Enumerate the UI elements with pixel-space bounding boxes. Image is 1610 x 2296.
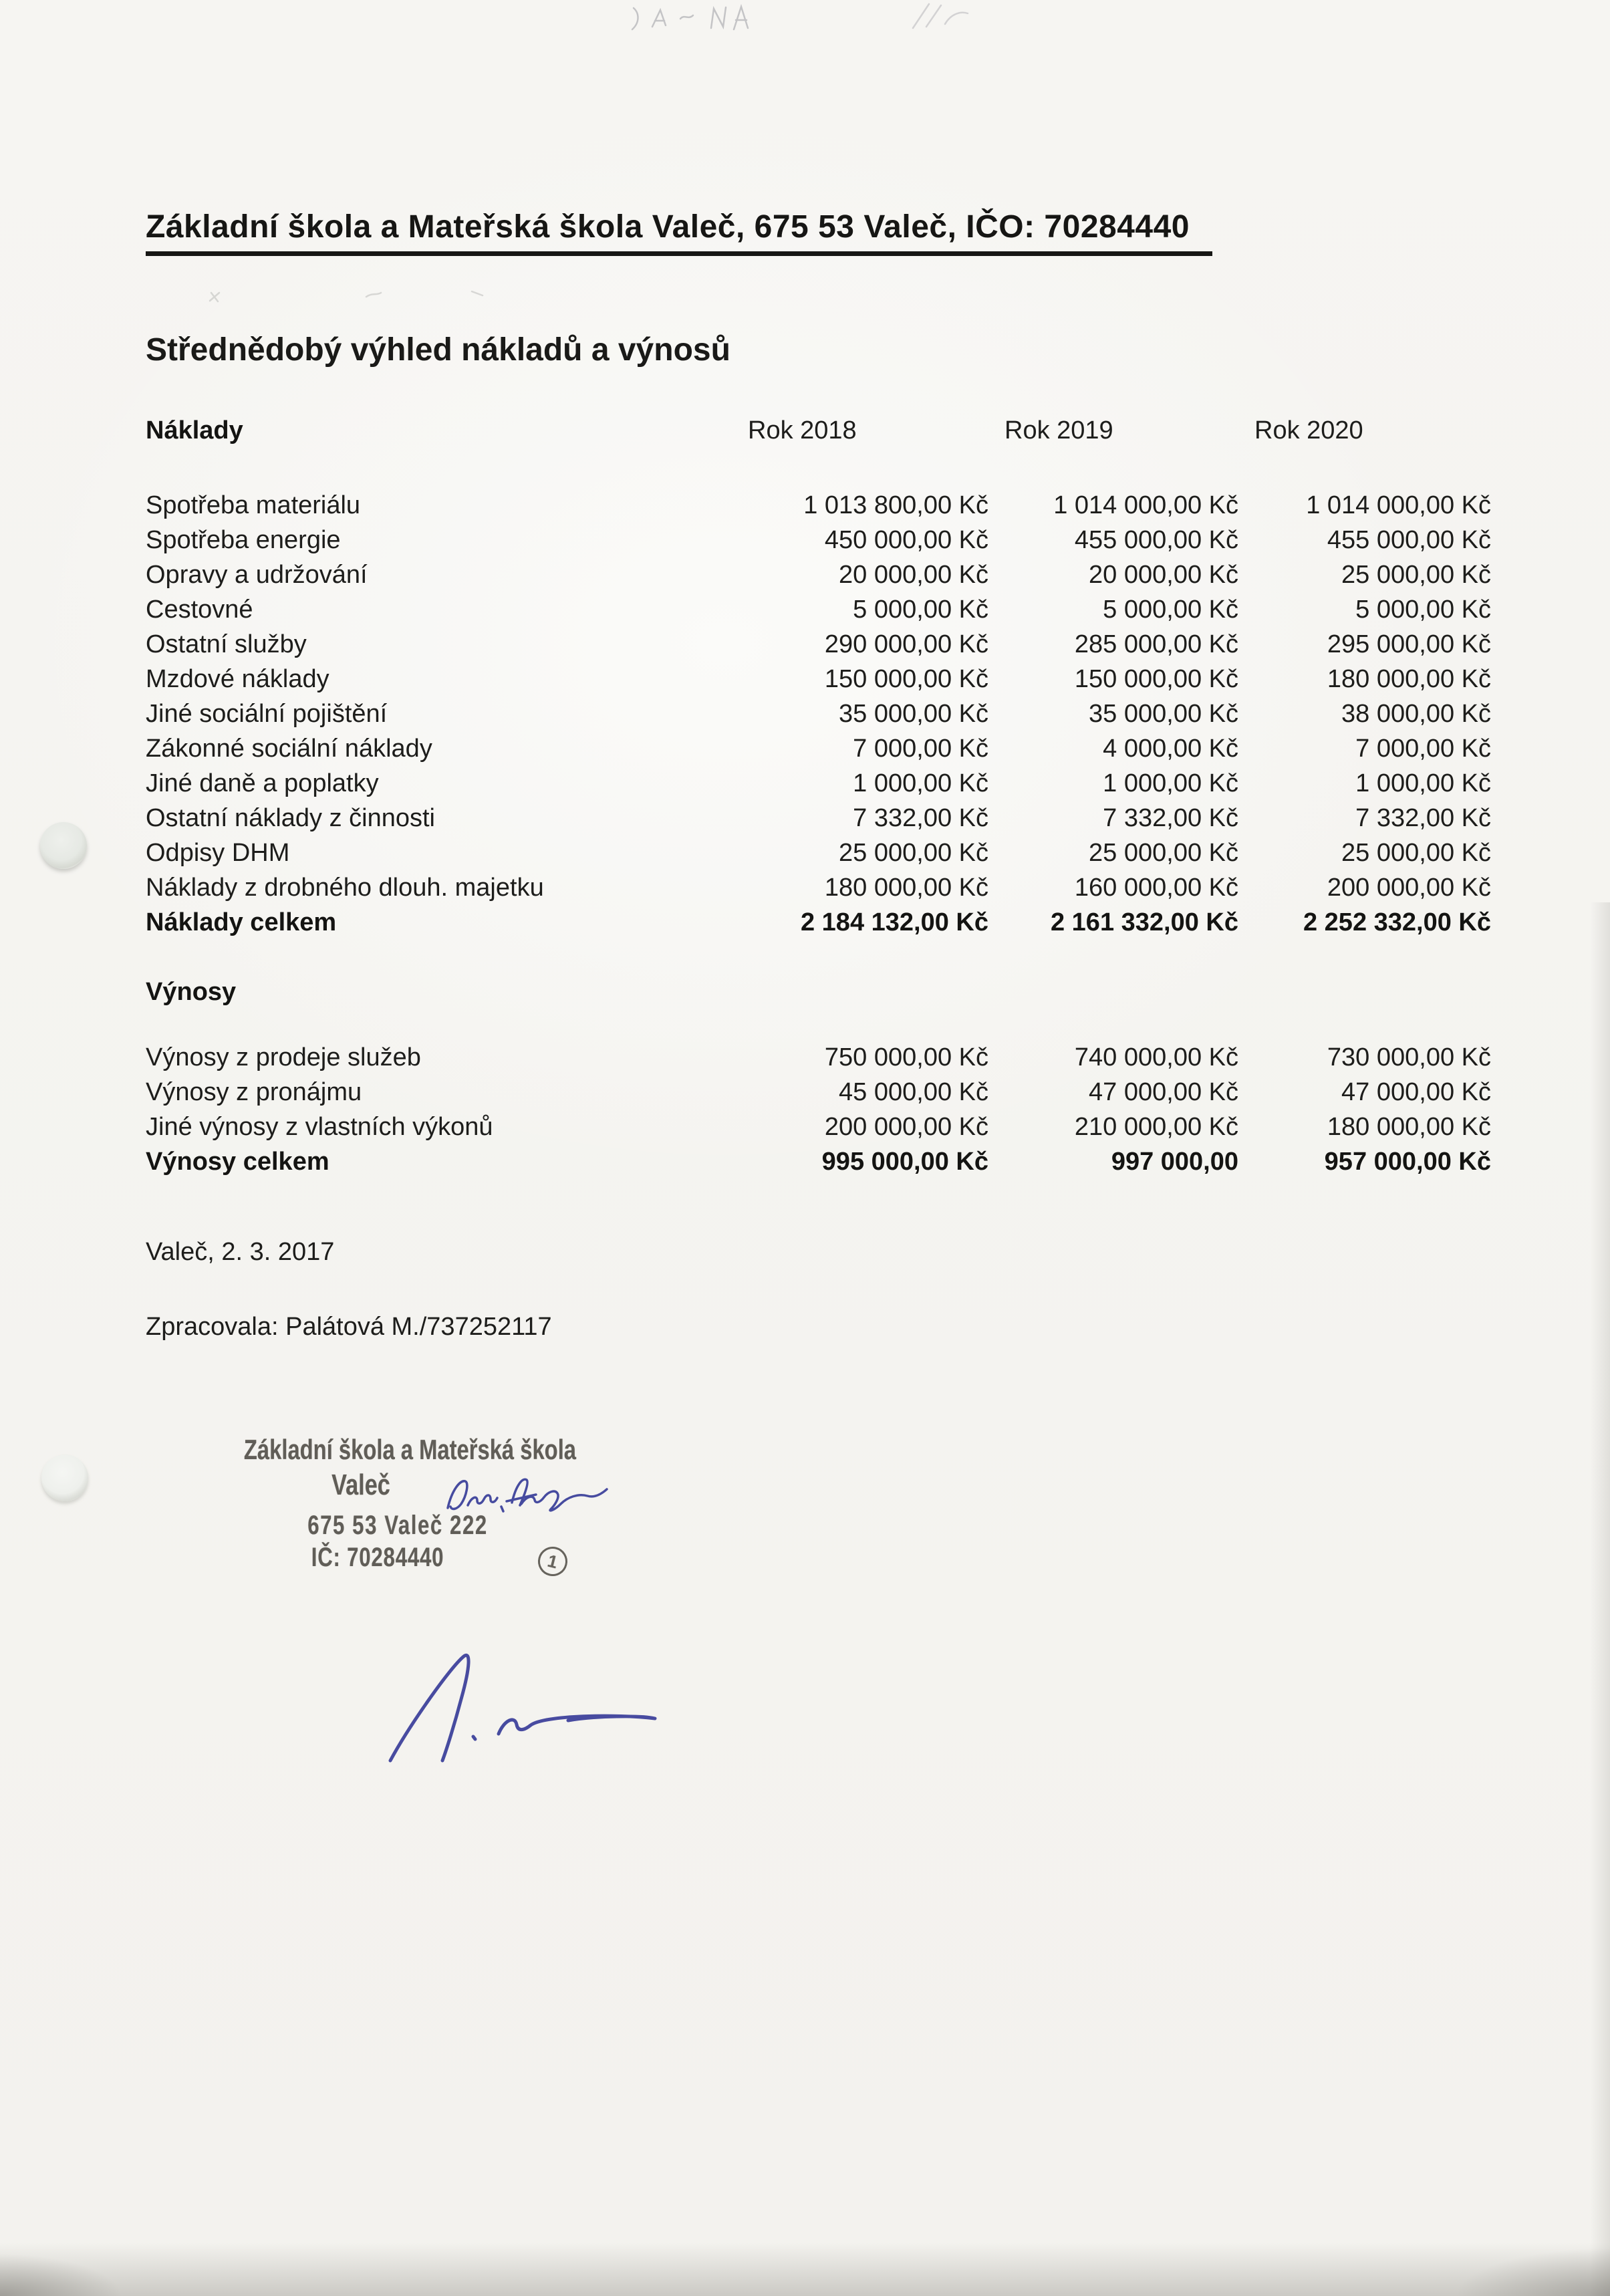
value-2018: 2 184 132,00 Kč bbox=[800, 908, 988, 936]
value-2020: 180 000,00 Kč bbox=[1327, 665, 1491, 693]
value-2020: 5 000,00 Kč bbox=[1355, 596, 1491, 624]
row-label: Opravy a udržování bbox=[146, 561, 368, 589]
row-label: Ostatní náklady z činnosti bbox=[146, 804, 435, 832]
value-2020: 1 014 000,00 Kč bbox=[1306, 491, 1491, 519]
value-2020: 200 000,00 Kč bbox=[1327, 874, 1491, 902]
value-2019: 997 000,00 bbox=[1111, 1148, 1238, 1176]
stamp-badge-circle-1: 1 bbox=[535, 1543, 570, 1579]
stamp-line-address: 675 53 Valeč 222 bbox=[307, 1511, 488, 1540]
value-2019: 455 000,00 Kč bbox=[1074, 526, 1238, 554]
table-row bbox=[146, 1144, 1491, 1179]
value-2018: 1 000,00 Kč bbox=[853, 769, 988, 797]
table-row bbox=[146, 766, 1491, 801]
prepared-by-line: Zpracovala: Palátová M./737252117 bbox=[146, 1313, 552, 1341]
value-2018: 180 000,00 Kč bbox=[824, 874, 988, 902]
value-2019: 20 000,00 Kč bbox=[1089, 561, 1238, 589]
row-label: Spotřeba energie bbox=[146, 526, 341, 554]
scan-right-edge-shadow bbox=[1590, 902, 1610, 2296]
column-header-rok-2020: Rok 2020 bbox=[1254, 416, 1363, 444]
value-2018: 7 332,00 Kč bbox=[853, 804, 988, 832]
signature-scribble bbox=[372, 1646, 692, 1776]
table-row bbox=[146, 836, 1491, 870]
stamp-line-town: Valeč bbox=[331, 1469, 390, 1501]
table-row bbox=[146, 523, 1491, 557]
table-row bbox=[146, 1110, 1491, 1144]
column-header-rok-2018: Rok 2018 bbox=[748, 416, 857, 444]
value-2019: 2 161 332,00 Kč bbox=[1050, 908, 1238, 936]
value-2020: 25 000,00 Kč bbox=[1341, 561, 1491, 589]
value-2018: 25 000,00 Kč bbox=[839, 839, 988, 867]
row-label: Jiné sociální pojištění bbox=[146, 700, 388, 728]
row-label: Odpisy DHM bbox=[146, 839, 290, 867]
value-2020: 7 332,00 Kč bbox=[1355, 804, 1491, 832]
value-2018: 20 000,00 Kč bbox=[839, 561, 988, 589]
value-2018: 1 013 800,00 Kč bbox=[803, 491, 988, 519]
value-2019: 1 000,00 Kč bbox=[1103, 769, 1238, 797]
row-label: Jiné výnosy z vlastních výkonů bbox=[146, 1113, 493, 1141]
value-2019: 4 000,00 Kč bbox=[1103, 735, 1238, 763]
section-header-naklady: Náklady bbox=[146, 416, 243, 444]
scan-bottom-edge-shadow bbox=[0, 2243, 1610, 2296]
row-label: Spotřeba materiálu bbox=[146, 491, 361, 519]
pencil-note-top-right bbox=[906, 0, 986, 33]
table-row bbox=[146, 557, 1491, 592]
value-2020: 47 000,00 Kč bbox=[1341, 1078, 1491, 1106]
row-label: Výnosy z pronájmu bbox=[146, 1078, 362, 1106]
value-2018: 450 000,00 Kč bbox=[824, 526, 988, 554]
table-row bbox=[146, 662, 1491, 696]
value-2020: 7 000,00 Kč bbox=[1355, 735, 1491, 763]
value-2020: 957 000,00 Kč bbox=[1324, 1148, 1491, 1176]
row-label: Náklady celkem bbox=[146, 908, 337, 936]
value-2020: 2 252 332,00 Kč bbox=[1303, 908, 1491, 936]
value-2019: 47 000,00 Kč bbox=[1089, 1078, 1238, 1106]
value-2018: 45 000,00 Kč bbox=[839, 1078, 988, 1106]
table-row bbox=[146, 696, 1491, 731]
table-row bbox=[146, 592, 1491, 627]
table-row bbox=[146, 870, 1491, 905]
table-row bbox=[146, 1040, 1491, 1075]
row-label: Cestovné bbox=[146, 596, 253, 624]
value-2019: 210 000,00 Kč bbox=[1074, 1113, 1238, 1141]
table-row bbox=[146, 488, 1491, 523]
value-2020: 25 000,00 Kč bbox=[1341, 839, 1491, 867]
value-2018: 35 000,00 Kč bbox=[839, 700, 988, 728]
school-rubber-stamp bbox=[200, 1434, 595, 1572]
value-2019: 7 332,00 Kč bbox=[1103, 804, 1238, 832]
row-label: Výnosy z prodeje služeb bbox=[146, 1043, 421, 1071]
row-label: Výnosy celkem bbox=[146, 1148, 329, 1176]
value-2019: 150 000,00 Kč bbox=[1074, 665, 1238, 693]
value-2018: 290 000,00 Kč bbox=[824, 630, 988, 658]
value-2019: 740 000,00 Kč bbox=[1074, 1043, 1238, 1071]
value-2018: 5 000,00 Kč bbox=[853, 596, 988, 624]
pencil-note-top bbox=[622, 1, 809, 41]
value-2020: 455 000,00 Kč bbox=[1327, 526, 1491, 554]
row-label: Náklady z drobného dlouh. majetku bbox=[146, 874, 544, 902]
value-2019: 25 000,00 Kč bbox=[1089, 839, 1238, 867]
value-2018: 150 000,00 Kč bbox=[824, 665, 988, 693]
table-header-row bbox=[146, 413, 1491, 448]
value-2019: 160 000,00 Kč bbox=[1074, 874, 1238, 902]
value-2018: 750 000,00 Kč bbox=[824, 1043, 988, 1071]
value-2020: 295 000,00 Kč bbox=[1327, 630, 1491, 658]
value-2020: 1 000,00 Kč bbox=[1355, 769, 1491, 797]
table-row bbox=[146, 905, 1491, 940]
row-label: Ostatní služby bbox=[146, 630, 307, 658]
value-2018: 200 000,00 Kč bbox=[824, 1113, 988, 1141]
revenues-table bbox=[146, 975, 1491, 1179]
value-2020: 38 000,00 Kč bbox=[1341, 700, 1491, 728]
document-title: Základní škola a Mateřská škola Valeč, 675 53 Valeč, IČO: 70284440 bbox=[146, 209, 1212, 256]
stamp-line-ic: IČ: 70284440 bbox=[311, 1543, 444, 1572]
row-label: Jiné daně a poplatky bbox=[146, 769, 379, 797]
revenues-rows bbox=[146, 1040, 1491, 1179]
table-row bbox=[146, 801, 1491, 836]
table-row bbox=[146, 731, 1491, 766]
table-row bbox=[146, 1075, 1491, 1110]
document-subtitle: Střednědobý výhled nákladů a výnosů bbox=[146, 332, 730, 368]
row-label: Mzdové náklady bbox=[146, 665, 329, 693]
punch-hole-bottom bbox=[41, 1454, 88, 1501]
value-2019: 285 000,00 Kč bbox=[1074, 630, 1238, 658]
value-2020: 730 000,00 Kč bbox=[1327, 1043, 1491, 1071]
punch-hole-top bbox=[40, 822, 87, 869]
value-2018: 995 000,00 Kč bbox=[821, 1148, 988, 1176]
table-row bbox=[146, 627, 1491, 662]
value-2019: 35 000,00 Kč bbox=[1089, 700, 1238, 728]
value-2020: 180 000,00 Kč bbox=[1327, 1113, 1491, 1141]
value-2019: 1 014 000,00 Kč bbox=[1053, 491, 1238, 519]
value-2018: 7 000,00 Kč bbox=[853, 735, 988, 763]
costs-table bbox=[146, 413, 1491, 940]
column-header-rok-2019: Rok 2019 bbox=[1004, 416, 1113, 444]
place-and-date: Valeč, 2. 3. 2017 bbox=[146, 1238, 335, 1266]
value-2019: 5 000,00 Kč bbox=[1103, 596, 1238, 624]
row-label: Zákonné sociální náklady bbox=[146, 735, 432, 763]
pencil-speck-marks bbox=[207, 287, 488, 307]
stamp-line-school-name: Základní škola a Mateřská škola bbox=[243, 1434, 577, 1465]
section-header-vynosy: Výnosy bbox=[146, 978, 237, 1006]
costs-rows bbox=[146, 488, 1491, 940]
